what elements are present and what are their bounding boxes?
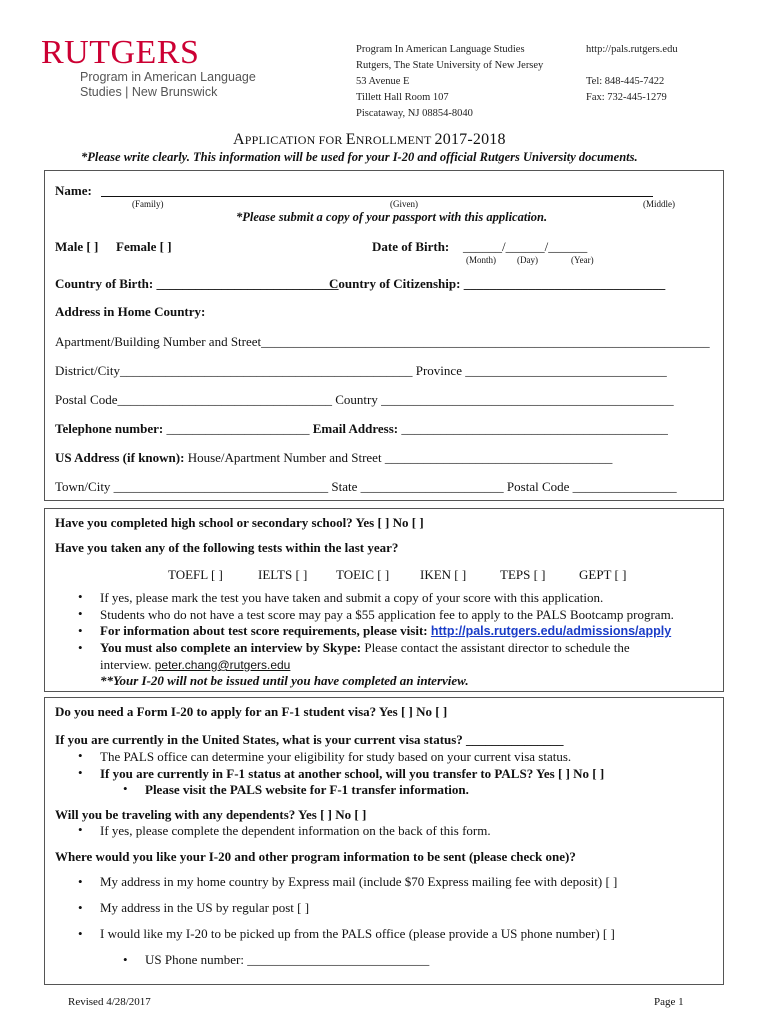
bullet-icon: • bbox=[78, 748, 83, 763]
dob-label: Date of Birth: bbox=[372, 239, 450, 254]
title-year: 2017-2018 bbox=[434, 131, 506, 148]
us-address-label: US Address (if known): bbox=[55, 450, 185, 465]
toefl-checkbox[interactable]: TOEFL [ ] bbox=[168, 567, 223, 582]
title-initial: E bbox=[345, 131, 356, 148]
interview-text: interview. bbox=[100, 657, 155, 672]
iken-checkbox[interactable]: IKEN [ ] bbox=[420, 567, 467, 582]
skype-text: Please contact the assistant director to schedule the bbox=[361, 640, 630, 655]
page-number: Page 1 bbox=[654, 996, 684, 1008]
interview-line bbox=[100, 657, 290, 673]
postal-field[interactable]: _________________________________ bbox=[117, 392, 332, 407]
instruction-note: *Please write clearly. This information will be used for your I-20 and official Rutgers University documents. bbox=[81, 150, 638, 164]
day-caption: (Day) bbox=[517, 255, 538, 265]
phone-field[interactable]: ______________________ bbox=[166, 421, 310, 436]
postal-label: Postal Code bbox=[55, 392, 118, 407]
bullet-icon: • bbox=[123, 952, 128, 967]
town-state-postal-field[interactable]: Town/City _________________________________ State ______________________ Postal Code ________________ bbox=[55, 479, 677, 494]
bullet-icon: • bbox=[78, 640, 83, 655]
visa-status-question[interactable]: If you are currently in the United States, what is your current visa status? _______________ bbox=[55, 732, 564, 747]
email-label: Email Address: bbox=[312, 421, 402, 436]
phone-label: Telephone number: bbox=[55, 421, 167, 436]
logo-subtitle-2: Studies | New Brunswick bbox=[80, 85, 218, 99]
test-note-3 bbox=[100, 623, 671, 639]
country-citizenship-field[interactable]: Country of Citizenship: _______________________________ bbox=[329, 276, 666, 291]
dependents-note: If yes, please complete the dependent information on the back of this form. bbox=[100, 823, 491, 838]
address-line: 53 Avenue E bbox=[356, 76, 410, 87]
logo-subtitle-1: Program in American Language bbox=[80, 70, 256, 84]
district-field[interactable]: _____________________________________________ bbox=[120, 363, 413, 378]
bullet-icon: • bbox=[78, 765, 83, 780]
contact-email-link[interactable]: peter.chang@rutgers.edu bbox=[154, 658, 291, 672]
send-question: Where would you like your I-20 and other program information to be sent (please check one)? bbox=[55, 849, 576, 864]
revised-date: Revised 4/28/2017 bbox=[68, 996, 151, 1008]
given-caption: (Given) bbox=[390, 199, 418, 209]
ielts-checkbox[interactable]: IELTS [ ] bbox=[258, 567, 308, 582]
passport-note: *Please submit a copy of your passport with this application. bbox=[236, 210, 548, 224]
apt-street-label: Apartment/Building Number and Street bbox=[55, 334, 262, 349]
title-part: NROLLMENT bbox=[355, 133, 435, 147]
middle-caption: (Middle) bbox=[643, 199, 675, 209]
form-title bbox=[233, 131, 506, 149]
teps-checkbox[interactable]: TEPS [ ] bbox=[500, 567, 546, 582]
us-address-sublabel: House/Apartment Number and Street bbox=[184, 450, 385, 465]
logo-wordmark: RUTGERS bbox=[41, 34, 200, 71]
address-block bbox=[356, 42, 543, 122]
bullet-icon: • bbox=[78, 900, 83, 915]
female-checkbox[interactable]: Female [ ] bbox=[116, 239, 172, 254]
family-caption: (Family) bbox=[132, 199, 164, 209]
email-field[interactable]: _________________________________________ bbox=[401, 421, 668, 436]
us-address-row bbox=[55, 450, 612, 466]
test-info-label: For information about test score requirements, please visit: bbox=[100, 623, 431, 638]
country-field[interactable]: Country _____________________________________________ bbox=[335, 392, 674, 407]
bullet-icon: • bbox=[78, 623, 83, 638]
website-text: http://pals.rutgers.edu bbox=[586, 44, 678, 55]
country-birth-field[interactable]: Country of Birth: ____________________________ bbox=[55, 276, 339, 291]
dependents-question[interactable]: Will you be traveling with any dependents? Yes [ ] No [ ] bbox=[55, 807, 367, 822]
title-part: PPLICATION FOR bbox=[244, 133, 346, 147]
address-line: Program In American Language Studies bbox=[356, 44, 525, 55]
address-line: Piscataway, NJ 08854-8040 bbox=[356, 108, 473, 119]
address-line: Rutgers, The State University of New Jersey bbox=[356, 60, 544, 71]
apt-street-row bbox=[55, 334, 710, 350]
month-caption: (Month) bbox=[466, 255, 496, 265]
test-note-1: If yes, please mark the test you have taken and submit a copy of your score with this application. bbox=[100, 590, 604, 605]
male-checkbox[interactable]: Male [ ] bbox=[55, 239, 99, 254]
bullet-icon: • bbox=[78, 606, 83, 621]
send-option-us[interactable]: My address in the US by regular post [ ] bbox=[100, 900, 310, 915]
visa-note-1: The PALS office can determine your eligibility for study based on your current visa status. bbox=[100, 749, 572, 764]
send-option-home[interactable]: My address in my home country by Express mail (include $70 Express mailing fee with deposit) [ ] bbox=[100, 874, 618, 889]
test-note-2: Students who do not have a test score may pay a $55 application fee to apply to the PALS Bootcamp program. bbox=[100, 607, 674, 622]
contact-block bbox=[586, 42, 678, 106]
district-row bbox=[55, 363, 667, 379]
admissions-link[interactable]: http://pals.rutgers.edu/admissions/apply bbox=[430, 624, 672, 638]
bullet-icon: • bbox=[78, 589, 83, 604]
gept-checkbox[interactable]: GEPT [ ] bbox=[579, 567, 627, 582]
us-address-field[interactable]: ___________________________________ bbox=[384, 450, 613, 465]
home-address-heading: Address in Home Country: bbox=[55, 304, 206, 319]
test-note-4 bbox=[100, 640, 630, 656]
high-school-question[interactable]: Have you completed high school or secondary school? Yes [ ] No [ ] bbox=[55, 515, 424, 530]
name-label: Name: bbox=[55, 183, 92, 198]
transfer-question[interactable]: If you are currently in F-1 status at another school, will you transfer to PALS? Yes [ ] No [ ] bbox=[100, 766, 605, 781]
title-initial: A bbox=[233, 131, 245, 148]
tel-text: Tel: 848-445-7422 bbox=[586, 76, 665, 87]
contact-row bbox=[55, 421, 668, 437]
toeic-checkbox[interactable]: TOEIC [ ] bbox=[336, 567, 390, 582]
tests-question: Have you taken any of the following tests within the last year? bbox=[55, 540, 399, 555]
province-field[interactable]: Province _______________________________ bbox=[415, 363, 667, 378]
us-phone-field[interactable]: US Phone number: ____________________________ bbox=[145, 952, 430, 967]
name-field[interactable] bbox=[101, 183, 653, 197]
bullet-icon: • bbox=[123, 781, 128, 796]
bullet-icon: • bbox=[78, 822, 83, 837]
skype-label: You must also complete an interview by Skype: bbox=[100, 640, 362, 655]
address-line: Tillett Hall Room 107 bbox=[356, 92, 449, 103]
dob-field[interactable]: ______/______/______ bbox=[463, 239, 588, 254]
apt-street-field[interactable]: _____________________________________________________________________ bbox=[261, 334, 710, 349]
postal-row bbox=[55, 392, 674, 408]
send-option-pickup[interactable]: I would like my I-20 to be picked up from the PALS office (please provide a US phone number) [ ] bbox=[100, 926, 615, 941]
fax-text: Fax: 732-445-1279 bbox=[586, 92, 667, 103]
district-label: District/City bbox=[55, 363, 120, 378]
bullet-icon: • bbox=[78, 874, 83, 889]
year-caption: (Year) bbox=[571, 255, 594, 265]
bullet-icon: • bbox=[78, 926, 83, 941]
i20-question[interactable]: Do you need a Form I-20 to apply for an F-1 student visa? Yes [ ] No [ ] bbox=[55, 704, 448, 719]
interview-warning: **Your I-20 will not be issued until you have completed an interview. bbox=[100, 673, 469, 688]
transfer-info: Please visit the PALS website for F-1 transfer information. bbox=[145, 782, 469, 797]
